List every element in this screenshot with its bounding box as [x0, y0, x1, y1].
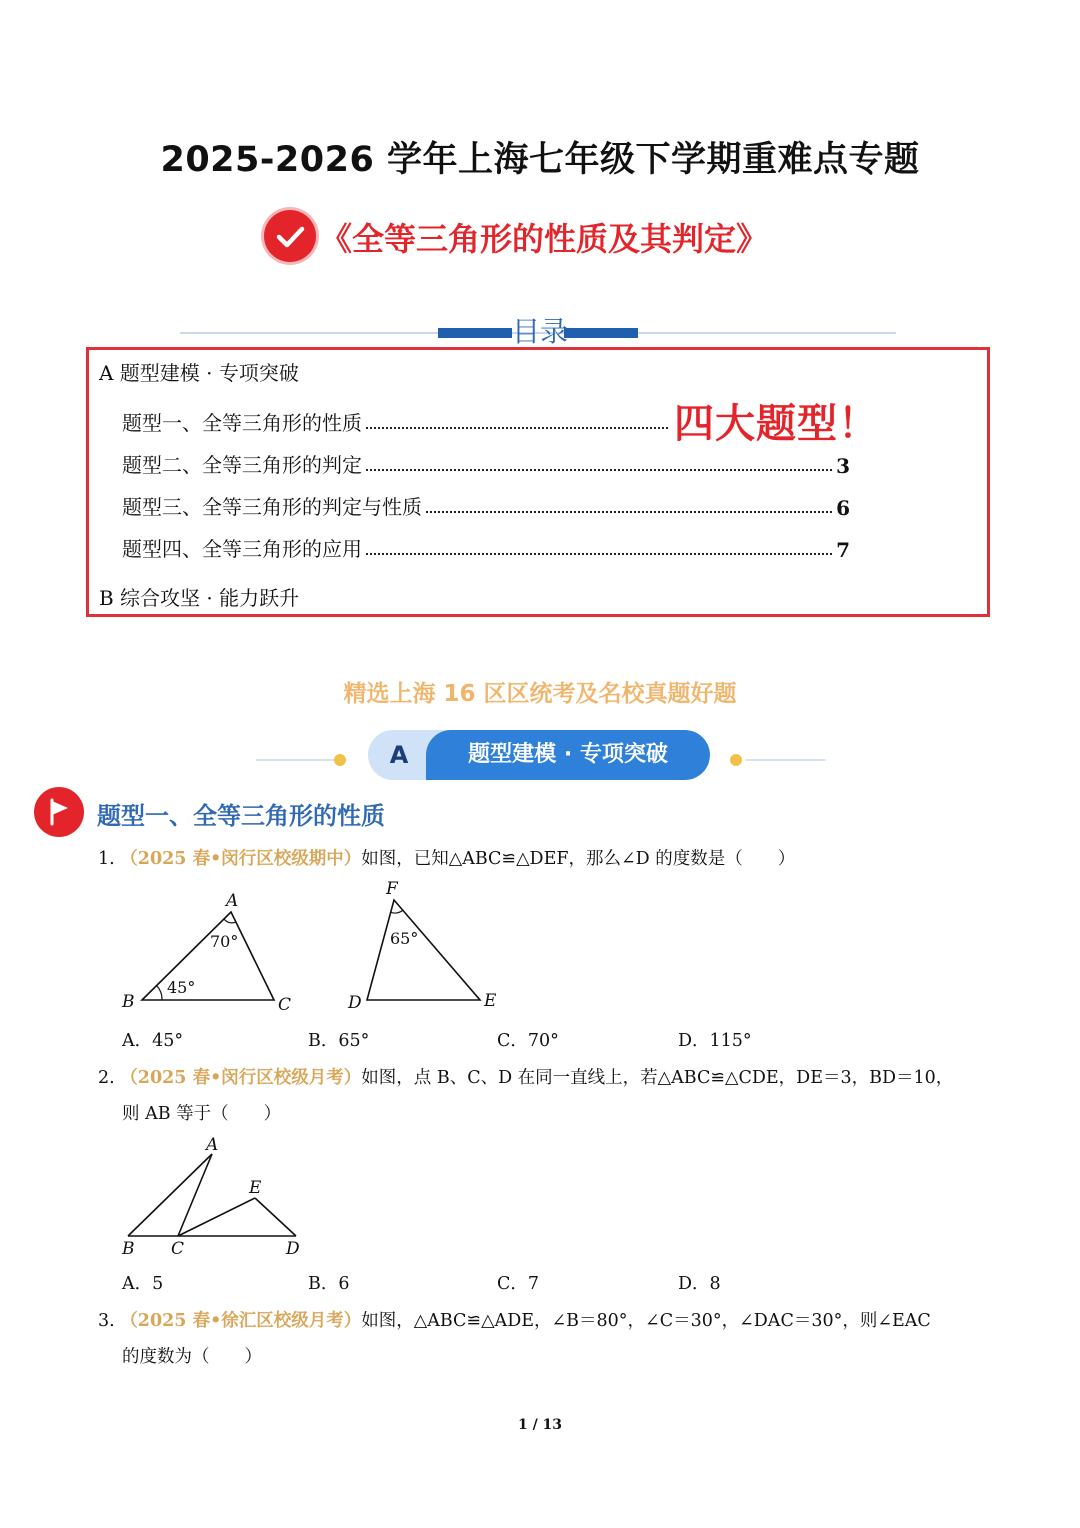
toc-part-a: A 题型建模 · 专项突破	[99, 361, 299, 385]
vertex-label-f: F	[386, 879, 398, 899]
banner-dot-left	[334, 754, 346, 766]
vertex-label-d: D	[286, 1239, 300, 1259]
topic-title: 《全等三角形的性质及其判定》	[320, 220, 769, 258]
question-number: 2.	[98, 1068, 115, 1088]
angle-label-a: 70°	[210, 932, 239, 951]
document-title: 2025-2026 学年上海七年级下学期重难点专题	[160, 140, 920, 180]
toc-entry-label: 题型四、全等三角形的应用	[122, 537, 362, 561]
vertex-label-b: B	[122, 1239, 135, 1259]
question-2-option-a[interactable]: A．5	[122, 1274, 164, 1294]
toc-entry[interactable]	[122, 534, 850, 562]
check-icon	[264, 210, 316, 262]
vertex-label-c: C	[278, 995, 292, 1015]
angle-label-b: 45°	[167, 978, 196, 997]
question-number: 3.	[98, 1311, 115, 1331]
toc-entry-page: 7	[836, 538, 850, 562]
question-text: 如图，△ABC≌△ADE，∠B＝80°，∠C＝30°，∠DAC＝30°，则∠EAC	[361, 1311, 931, 1331]
toc-entry-label: 题型一、全等三角形的性质	[122, 411, 362, 435]
question-2-option-d[interactable]: D．8	[678, 1274, 721, 1294]
toc-leader	[366, 469, 832, 471]
question-text: 如图，点 B、C、D 在同一直线上，若△ABC≌△CDE，DE＝3，BD＝10，	[361, 1068, 954, 1088]
toc-entry-label: 题型三、全等三角形的判定与性质	[122, 495, 422, 519]
angle-label-f: 65°	[390, 929, 419, 948]
question-source: （2025 春•闵行区校级月考）	[120, 1068, 362, 1088]
four-types-highlight: 四大题型！	[668, 392, 885, 449]
vertex-label-d: D	[348, 993, 362, 1013]
question-1-option-c[interactable]: C．70°	[497, 1031, 559, 1051]
question-1-option-d[interactable]: D．115°	[678, 1031, 752, 1051]
question-1-option-a[interactable]: A．45°	[122, 1031, 184, 1051]
question-3-continuation: 的度数为（ ）	[122, 1347, 262, 1367]
toc-entry[interactable]	[122, 450, 850, 478]
section-letter: A	[389, 741, 409, 769]
toc-box	[86, 347, 990, 617]
question-3	[98, 1307, 931, 1332]
type-heading: 题型一、全等三角形的性质	[97, 802, 385, 830]
question-2-continuation: 则 AB 等于（ ）	[122, 1104, 282, 1124]
toc-part-b: B 综合攻坚 · 能力跃升	[99, 586, 300, 610]
vertex-label-a: A	[226, 891, 239, 911]
vertex-label-e: E	[249, 1178, 262, 1198]
question-2-option-c[interactable]: C．7	[497, 1274, 540, 1294]
question-2-figure	[112, 1132, 312, 1260]
vertex-label-a: A	[206, 1135, 219, 1155]
selection-note: 精选上海 16 区区统考及名校真题好题	[343, 681, 737, 707]
toc-leader	[426, 511, 832, 513]
question-1-figure	[110, 878, 530, 1018]
toc-entry-page: 3	[836, 454, 850, 478]
vertex-label-e: E	[484, 991, 497, 1011]
page-number: 1 / 13	[517, 1417, 563, 1433]
question-text: 如图，已知△ABC≌△DEF，那么∠D 的度数是（ ）	[361, 849, 796, 869]
section-banner	[368, 730, 710, 780]
question-2-option-b[interactable]: B．6	[308, 1274, 350, 1294]
banner-dot-right	[730, 754, 742, 766]
toc-entry-page: 6	[836, 496, 850, 520]
toc-leader	[366, 553, 832, 555]
vertex-label-b: B	[122, 992, 135, 1012]
question-1-option-b[interactable]: B．65°	[308, 1031, 370, 1051]
question-source: （2025 春•徐汇区校级月考）	[120, 1311, 362, 1331]
section-label: 题型建模 · 专项突破	[426, 730, 710, 780]
question-1	[98, 845, 795, 870]
question-number: 1.	[98, 849, 115, 869]
flag-icon	[34, 787, 84, 837]
vertex-label-c: C	[171, 1239, 185, 1259]
question-source: （2025 春•闵行区校级期中）	[120, 849, 362, 869]
toc-entry-label: 题型二、全等三角形的判定	[122, 453, 362, 477]
question-2	[98, 1064, 953, 1089]
toc-heading: 目录	[511, 315, 568, 348]
toc-entry[interactable]	[122, 492, 850, 520]
